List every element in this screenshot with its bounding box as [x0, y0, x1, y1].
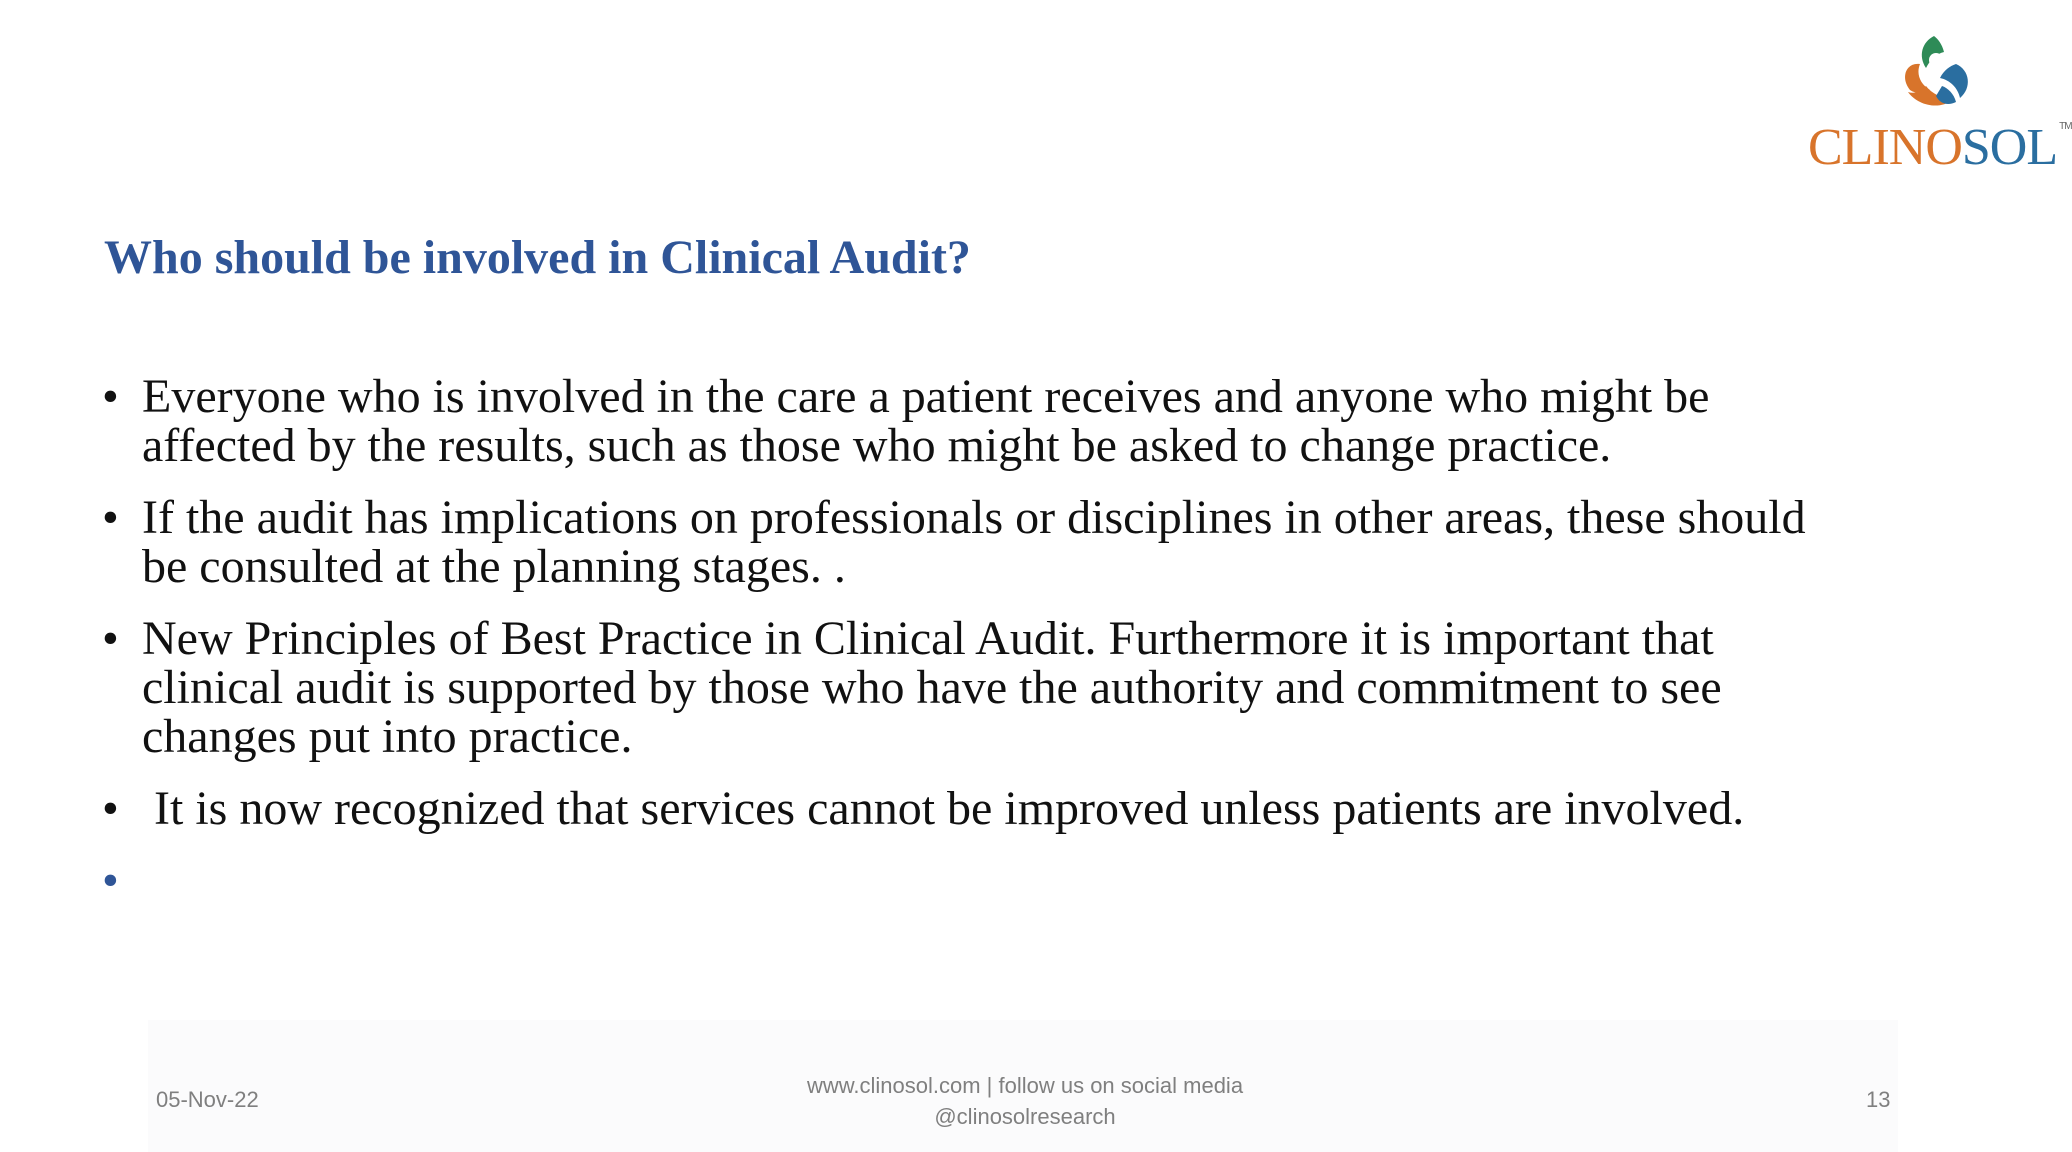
bullet-dot: • — [102, 612, 119, 665]
footer-handle: @clinosolresearch — [934, 1104, 1116, 1129]
bullet-dot: • — [102, 782, 119, 835]
bullet-dot: • — [102, 491, 119, 544]
bullet-item — [102, 493, 1862, 591]
logo-text-clino: CLINO — [1808, 119, 1962, 176]
empty-bullet-item — [102, 856, 1862, 905]
clinosol-logo — [1802, 30, 2072, 180]
bullet-item — [102, 614, 1862, 761]
logo-trademark: TM — [2059, 121, 2072, 132]
slide-title: Who should be involved in Clinical Audit? — [104, 231, 971, 284]
logo-hands-icon — [1886, 30, 1982, 126]
footer-date: 05-Nov-22 — [156, 1087, 259, 1112]
logo-wordmark — [1808, 119, 2072, 176]
footer-website: www.clinosol.com | follow us on social media — [806, 1073, 1244, 1098]
bullet-text: If the audit has implications on professionals or disciplines in other areas, these should be consulted at the planning stages. . — [142, 491, 1806, 593]
bullet-text: New Principles of Best Practice in Clinical Audit. Furthermore it is important that clinical audit is supported by those who have the authority and commitment to see changes put into practice. — [142, 612, 1722, 763]
bullet-list — [102, 372, 1862, 928]
bullet-dot: • — [102, 370, 119, 423]
bullet-item — [102, 372, 1862, 470]
bullet-dot: • — [102, 854, 119, 907]
footer-social — [700, 1070, 1350, 1132]
footer-page-number: 13 — [1866, 1087, 1891, 1112]
logo-text-sol: SOL — [1961, 119, 2058, 176]
bullet-text: It is now recognized that services cannot be improved unless patients are involved. — [142, 782, 1745, 835]
bullet-text: Everyone who is involved in the care a patient receives and anyone who might be affected by the results, such as those who might be asked to change practice. — [142, 370, 1710, 472]
bullet-item — [102, 784, 1862, 833]
